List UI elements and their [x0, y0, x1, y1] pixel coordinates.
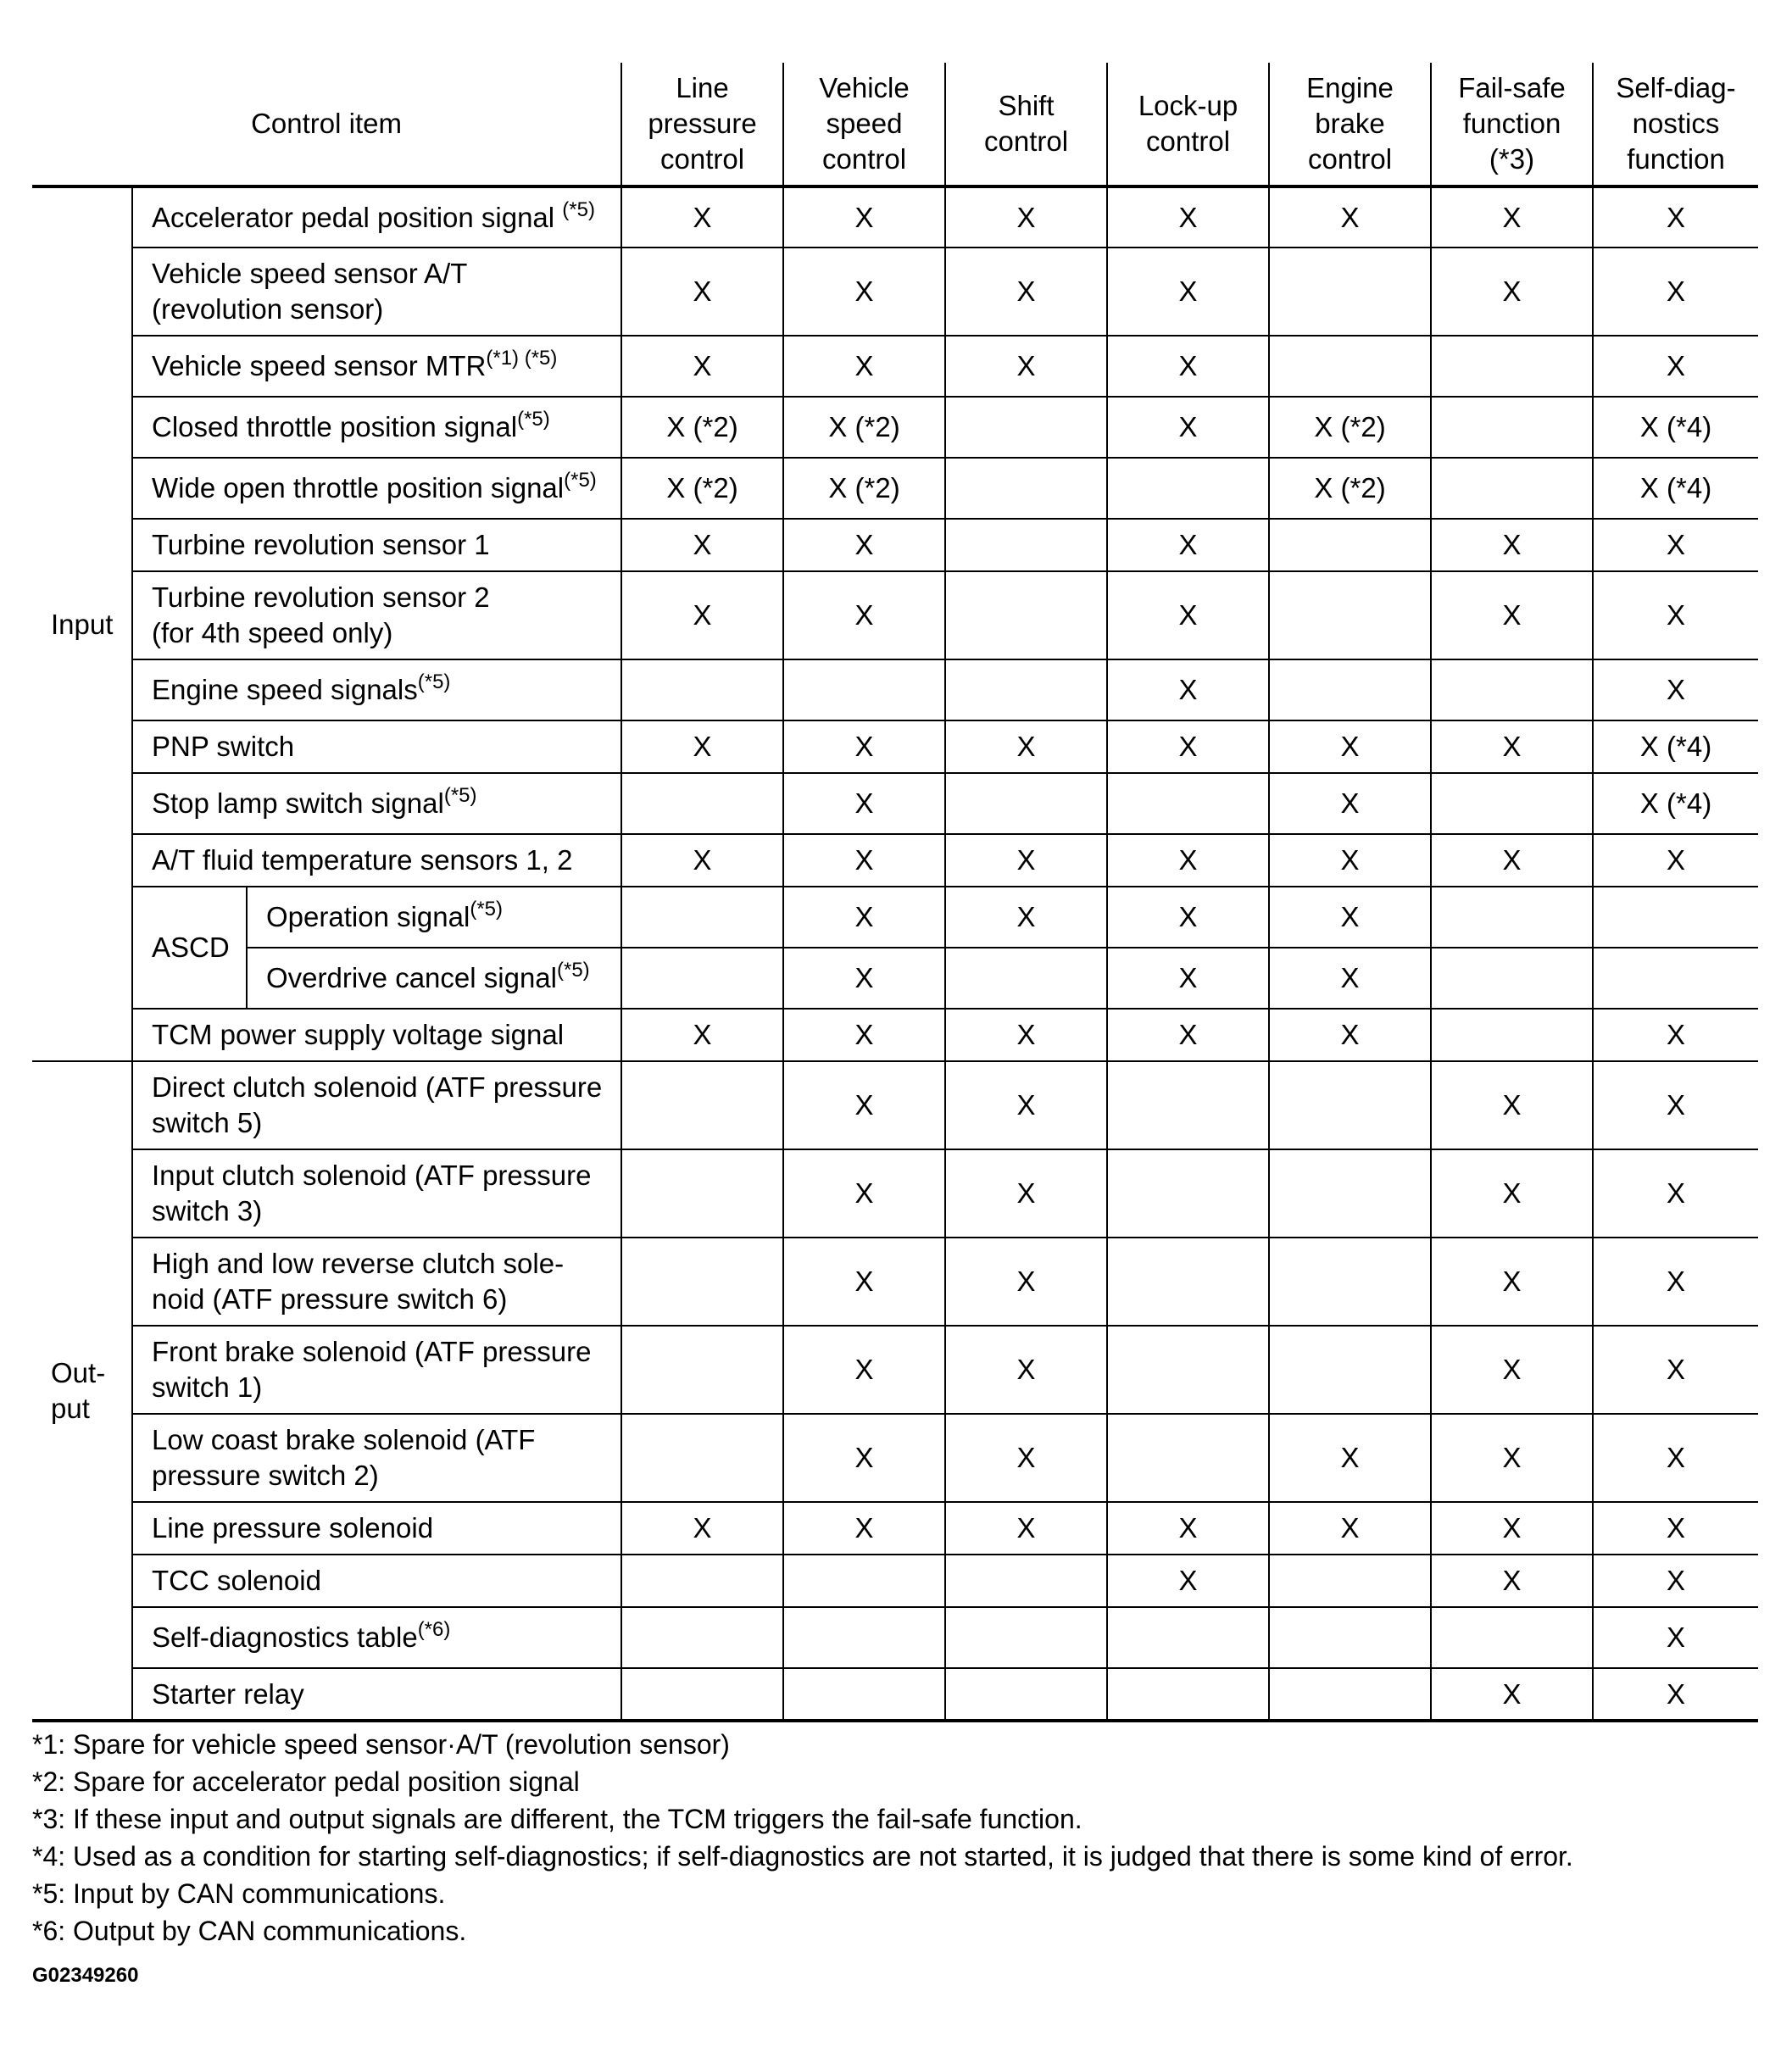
cell-mark — [621, 773, 783, 834]
header-line-pressure-control: Line pressure control — [621, 63, 783, 186]
cell-mark: X — [1593, 1326, 1758, 1414]
row-label: Turbine revolution sensor 2 (for 4th speed only) — [132, 571, 621, 659]
cell-mark — [1269, 1326, 1431, 1414]
table-row — [32, 1502, 1758, 1555]
table-row — [32, 1555, 1758, 1607]
cell-mark: X — [783, 519, 945, 571]
cell-mark: X — [1593, 571, 1758, 659]
cell-mark — [1269, 659, 1431, 720]
cell-mark: X (*2) — [621, 397, 783, 458]
row-label: Line pressure solenoid — [132, 1502, 621, 1555]
cell-mark: X (*2) — [1269, 458, 1431, 519]
cell-mark — [1107, 1607, 1269, 1668]
footnote: *3: If these input and output signals are different, the TCM triggers the fail-safe function. — [32, 1804, 1082, 1834]
cell-mark — [945, 1668, 1107, 1721]
cell-mark — [621, 1607, 783, 1668]
cell-mark: X — [1593, 1238, 1758, 1326]
table-row — [32, 1009, 1758, 1061]
cell-mark — [621, 1238, 783, 1326]
cell-mark: X — [1593, 1009, 1758, 1061]
cell-mark: X — [945, 1149, 1107, 1238]
footnote-ref: (*1) (*5) — [486, 347, 558, 370]
cell-mark: X — [1269, 834, 1431, 887]
cell-mark: X — [1431, 834, 1593, 887]
cell-mark: X — [1593, 1149, 1758, 1238]
cell-mark: X — [1431, 1238, 1593, 1326]
cell-mark: X — [1431, 1502, 1593, 1555]
table-row — [32, 397, 1758, 458]
cell-mark: X — [1593, 1607, 1758, 1668]
table-row — [32, 1607, 1758, 1668]
row-label: Operation signal$^{(*5)}$ — [247, 887, 621, 948]
cell-mark: X — [621, 720, 783, 773]
header-fail-safe-function: Fail-safe function (*3) — [1431, 63, 1593, 186]
cell-mark: X — [945, 887, 1107, 948]
cell-mark: X — [783, 248, 945, 336]
cell-mark: X — [1107, 248, 1269, 336]
cell-mark: X — [1269, 720, 1431, 773]
row-label: Vehicle speed sensor A/T (revolution sensor) — [132, 248, 621, 336]
header-lock-up-control: Lock-up control — [1107, 63, 1269, 186]
cell-mark: X — [1593, 1668, 1758, 1721]
cell-mark — [621, 1555, 783, 1607]
cell-mark — [945, 397, 1107, 458]
cell-mark: X — [621, 336, 783, 397]
table-row — [32, 1061, 1758, 1149]
cell-mark — [945, 773, 1107, 834]
cell-mark — [1107, 458, 1269, 519]
cell-mark: X — [1431, 1326, 1593, 1414]
cell-mark: X — [1431, 186, 1593, 248]
cell-mark: X — [1269, 1009, 1431, 1061]
cell-mark: X — [1431, 248, 1593, 336]
cell-mark — [783, 1555, 945, 1607]
cell-mark — [1431, 1009, 1593, 1061]
cell-mark: X — [1431, 1149, 1593, 1238]
cell-mark: X — [783, 834, 945, 887]
cell-mark: X — [1431, 519, 1593, 571]
cell-mark — [1269, 1061, 1431, 1149]
cell-mark — [1269, 1555, 1431, 1607]
cell-mark: X — [1107, 834, 1269, 887]
cell-mark — [1431, 659, 1593, 720]
table-row — [32, 336, 1758, 397]
cell-mark: X — [1269, 1502, 1431, 1555]
cell-mark: X — [621, 519, 783, 571]
cell-mark: X — [1593, 1502, 1758, 1555]
row-label: Stop lamp switch signal$^{(*5)}$ — [132, 773, 621, 834]
header-self-diagnostics-function: Self-diag- nostics function — [1593, 63, 1758, 186]
cell-mark — [621, 1061, 783, 1149]
row-label: Input clutch solenoid (ATF pressure switch 3) — [132, 1149, 621, 1238]
cell-mark: X (*2) — [1269, 397, 1431, 458]
cell-mark: X — [945, 1326, 1107, 1414]
cell-mark: X — [1431, 1414, 1593, 1502]
row-label: TCC solenoid — [132, 1555, 621, 1607]
cell-mark: X — [1593, 1414, 1758, 1502]
table-body — [32, 186, 1758, 1721]
table-row — [32, 519, 1758, 571]
row-label: Direct clutch solenoid (ATF pressure switch 5) — [132, 1061, 621, 1149]
cell-mark — [1107, 1238, 1269, 1326]
cell-mark: X — [783, 773, 945, 834]
cell-mark: X — [1593, 834, 1758, 887]
section-output: Out- put — [32, 1061, 132, 1721]
cell-mark: X — [1431, 1668, 1593, 1721]
header-vehicle-speed-control: Vehicle speed control — [783, 63, 945, 186]
cell-mark: X — [1269, 773, 1431, 834]
cell-mark — [1431, 336, 1593, 397]
row-label: A/T fluid temperature sensors 1, 2 — [132, 834, 621, 887]
table-row — [32, 887, 1758, 948]
footnotes — [32, 1726, 1758, 1950]
cell-mark: X (*2) — [783, 397, 945, 458]
cell-mark: X — [945, 720, 1107, 773]
cell-mark — [621, 1149, 783, 1238]
cell-mark: X — [1269, 186, 1431, 248]
cell-mark: X — [1107, 720, 1269, 773]
section-input: Input — [32, 186, 132, 1061]
cell-mark: X — [1107, 397, 1269, 458]
cell-mark: X — [621, 571, 783, 659]
footnote: *4: Used as a condition for starting self-diagnostics; if self-diagnostics are not started, it is judged that there is some kind of error. — [32, 1841, 1573, 1872]
footnote-ref: (*5) — [557, 959, 590, 982]
cell-mark — [1107, 773, 1269, 834]
row-label: Self-diagnostics table$^{(*6)}$ — [132, 1607, 621, 1668]
footnote-ref: (*5) — [562, 197, 595, 221]
cell-mark: X — [945, 1061, 1107, 1149]
cell-mark — [1107, 1061, 1269, 1149]
row-label: Overdrive cancel signal$^{(*5)}$ — [247, 948, 621, 1009]
cell-mark: X (*4) — [1593, 397, 1758, 458]
cell-mark: X — [1269, 1414, 1431, 1502]
row-label: PNP switch — [132, 720, 621, 773]
cell-mark: X — [1593, 336, 1758, 397]
cell-mark: X — [783, 1009, 945, 1061]
table-row — [32, 1668, 1758, 1721]
cell-mark — [1269, 571, 1431, 659]
cell-mark — [1431, 773, 1593, 834]
table-row — [32, 1414, 1758, 1502]
cell-mark — [1269, 1668, 1431, 1721]
cell-mark — [1431, 887, 1593, 948]
cell-mark — [1269, 248, 1431, 336]
footnote: *6: Output by CAN communications. — [32, 1916, 467, 1946]
cell-mark: X — [945, 336, 1107, 397]
cell-mark: X — [945, 186, 1107, 248]
cell-mark: X — [1107, 186, 1269, 248]
cell-mark — [1431, 948, 1593, 1009]
table-row — [32, 1326, 1758, 1414]
cell-mark — [783, 1668, 945, 1721]
figure-id: G02349260 — [32, 1964, 139, 1987]
row-label: High and low reverse clutch sole- noid (ATF pressure switch 6) — [132, 1238, 621, 1326]
cell-mark — [1107, 1149, 1269, 1238]
cell-mark — [621, 1668, 783, 1721]
cell-mark: X — [1107, 519, 1269, 571]
table-row — [32, 948, 1758, 1009]
cell-mark — [621, 659, 783, 720]
cell-mark: X — [1107, 659, 1269, 720]
cell-mark: X — [783, 336, 945, 397]
cell-mark: X (*4) — [1593, 458, 1758, 519]
table-row — [32, 1149, 1758, 1238]
table-row — [32, 659, 1758, 720]
cell-mark: X — [1107, 948, 1269, 1009]
cell-mark: X — [621, 248, 783, 336]
cell-mark: X — [945, 1414, 1107, 1502]
footnote: *2: Spare for accelerator pedal position signal — [32, 1766, 580, 1797]
cell-mark — [1593, 887, 1758, 948]
cell-mark — [945, 948, 1107, 1009]
cell-mark: X — [945, 1238, 1107, 1326]
row-label: Starter relay — [132, 1668, 621, 1721]
cell-mark: X — [1107, 1502, 1269, 1555]
cell-mark — [945, 659, 1107, 720]
cell-mark: X — [783, 1414, 945, 1502]
cell-mark: X — [945, 248, 1107, 336]
footnote-ref: (*5) — [470, 898, 503, 921]
cell-mark: X — [1269, 887, 1431, 948]
cell-mark — [1107, 1668, 1269, 1721]
cell-mark: X — [783, 1149, 945, 1238]
group-ascd: ASCD — [132, 887, 247, 1009]
cell-mark: X — [621, 1009, 783, 1061]
cell-mark — [783, 659, 945, 720]
cell-mark — [621, 887, 783, 948]
cell-mark: X — [783, 186, 945, 248]
cell-mark — [945, 1555, 1107, 1607]
footnote-ref: (*6) — [417, 1618, 451, 1641]
cell-mark — [783, 1607, 945, 1668]
cell-mark — [1269, 519, 1431, 571]
cell-mark — [621, 1326, 783, 1414]
cell-mark: X — [1593, 186, 1758, 248]
table-row — [32, 834, 1758, 887]
cell-mark — [1431, 1607, 1593, 1668]
cell-mark — [945, 1607, 1107, 1668]
cell-mark — [1593, 948, 1758, 1009]
cell-mark — [1107, 1326, 1269, 1414]
cell-mark: X — [783, 948, 945, 1009]
footnote-ref: (*5) — [417, 670, 451, 693]
cell-mark: X — [1593, 519, 1758, 571]
cell-mark: X (*4) — [1593, 720, 1758, 773]
cell-mark — [1269, 1607, 1431, 1668]
cell-mark: X — [783, 1326, 945, 1414]
cell-mark: X — [1431, 1555, 1593, 1607]
control-item-table — [32, 63, 1758, 1722]
cell-mark: X (*2) — [621, 458, 783, 519]
cell-mark: X — [1593, 1555, 1758, 1607]
cell-mark: X — [783, 1502, 945, 1555]
row-label: Low coast brake solenoid (ATF pressure switch 2) — [132, 1414, 621, 1502]
cell-mark: X — [1107, 1555, 1269, 1607]
table-row — [32, 571, 1758, 659]
cell-mark: X — [945, 834, 1107, 887]
cell-mark: X — [945, 1502, 1107, 1555]
cell-mark: X — [1431, 720, 1593, 773]
cell-mark — [1269, 336, 1431, 397]
cell-mark: X — [1593, 1061, 1758, 1149]
header-shift-control: Shift control — [945, 63, 1107, 186]
cell-mark: X — [1269, 948, 1431, 1009]
cell-mark — [621, 1414, 783, 1502]
cell-mark: X — [621, 834, 783, 887]
cell-mark: X — [1107, 336, 1269, 397]
row-label: Front brake solenoid (ATF pressure switch 1) — [132, 1326, 621, 1414]
cell-mark: X — [621, 186, 783, 248]
table-row — [32, 458, 1758, 519]
cell-mark: X — [1107, 887, 1269, 948]
control-item-document — [32, 63, 1758, 1989]
cell-mark: X — [621, 1502, 783, 1555]
row-label: Closed throttle position signal$^{(*5)}$ — [132, 397, 621, 458]
footnote: *1: Spare for vehicle speed sensor·A/T (revolution sensor) — [32, 1729, 730, 1760]
table-row — [32, 773, 1758, 834]
header-control-item: Control item — [32, 63, 621, 186]
table-row — [32, 186, 1758, 248]
cell-mark: X — [1593, 659, 1758, 720]
table-row — [32, 1238, 1758, 1326]
cell-mark: X — [945, 1009, 1107, 1061]
cell-mark — [945, 519, 1107, 571]
cell-mark: X — [783, 1061, 945, 1149]
cell-mark — [1269, 1149, 1431, 1238]
cell-mark: X — [783, 720, 945, 773]
cell-mark: X — [1107, 1009, 1269, 1061]
row-label: TCM power supply voltage signal — [132, 1009, 621, 1061]
cell-mark: X (*4) — [1593, 773, 1758, 834]
cell-mark — [621, 948, 783, 1009]
footnote-ref: (*5) — [517, 408, 550, 431]
cell-mark: X — [783, 1238, 945, 1326]
header-engine-brake-control: Engine brake control — [1269, 63, 1431, 186]
cell-mark: X — [1431, 1061, 1593, 1149]
cell-mark: X — [1107, 571, 1269, 659]
cell-mark — [1431, 458, 1593, 519]
cell-mark: X — [783, 887, 945, 948]
cell-mark — [1107, 1414, 1269, 1502]
row-label: Vehicle speed sensor $MTR^{(*1) (*5)}$ — [132, 336, 621, 397]
cell-mark — [1431, 397, 1593, 458]
table-row — [32, 248, 1758, 336]
cell-mark — [945, 458, 1107, 519]
cell-mark: X — [1593, 248, 1758, 336]
row-label: Wide open throttle position signal$^{(*5)}$ — [132, 458, 621, 519]
row-label: Engine speed signals$^{(*5)}$ — [132, 659, 621, 720]
footnote-ref: (*5) — [564, 469, 597, 492]
cell-mark — [1269, 1238, 1431, 1326]
cell-mark — [945, 571, 1107, 659]
footnote-ref: (*5) — [443, 784, 477, 807]
table-row — [32, 720, 1758, 773]
cell-mark: X — [1431, 571, 1593, 659]
cell-mark: X (*2) — [783, 458, 945, 519]
row-label: Accelerator pedal position signal $^{(*5)}$ — [132, 186, 621, 248]
cell-mark: X — [783, 571, 945, 659]
footnote: *5: Input by CAN communications. — [32, 1878, 446, 1909]
row-label: Turbine revolution sensor 1 — [132, 519, 621, 571]
